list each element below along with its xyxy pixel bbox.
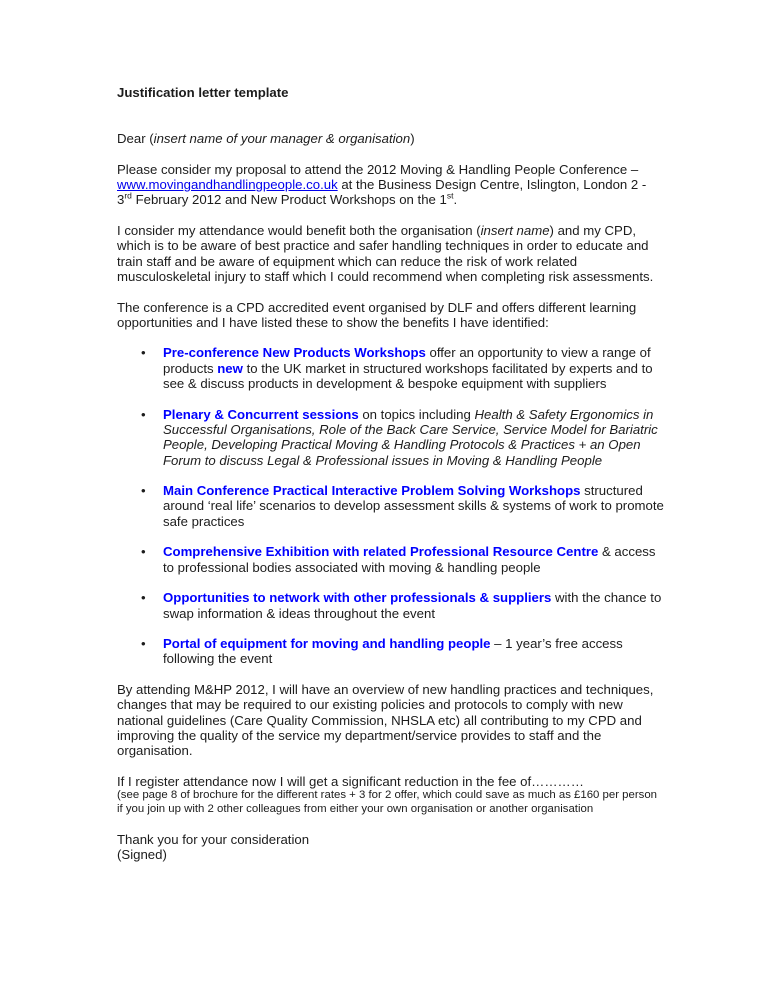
benefit-heading-text: Plenary & Concurrent sessions bbox=[163, 406, 359, 422]
salutation-paragraph bbox=[117, 131, 664, 146]
text-segment: February 2012 and New Product Workshops on the 1 bbox=[131, 192, 447, 208]
conference-url-link[interactable]: www.movingandhandlingpeople.co.uk bbox=[117, 177, 338, 193]
benefit-overview-paragraph bbox=[117, 223, 664, 284]
text-segment: on topics including bbox=[358, 406, 475, 422]
conference-intro-paragraph: The conference is a CPD accredited event organised by DLF and offers different learning opportunities and I have listed these to show the benefits I have identified: bbox=[117, 299, 637, 330]
text-segment: at the Business Design Centre, Islington, London 2 - 3 bbox=[117, 177, 647, 208]
text-segment: ) and my CPD, which is to be aware of best practice and safer handling techniques in order to educate and train staff and be aware of equipment which can reduce the risk of work related musculoskeletal injury to staff which I could recommend when completing risk assessments. bbox=[117, 223, 654, 284]
text-segment: st bbox=[446, 191, 454, 202]
text-segment: rd bbox=[124, 191, 132, 202]
proposal-paragraph bbox=[117, 162, 664, 208]
signed-line: (Signed) bbox=[117, 847, 167, 863]
text-segment: insert name bbox=[480, 223, 550, 239]
benefit-heading-text: Pre-conference New Products Workshops bbox=[163, 345, 426, 361]
letter-title: Justification letter template bbox=[117, 85, 289, 100]
benefit-heading-text: Main Conference Practical Interactive Problem Solving Workshops bbox=[163, 483, 581, 499]
thanks-line: Thank you for your consideration bbox=[117, 831, 310, 847]
benefits-list bbox=[117, 345, 664, 666]
benefit-bullet-item bbox=[117, 345, 664, 391]
text-segment: offer an opportunity to view a range of products bbox=[163, 345, 651, 376]
text-segment: & access to professional bodies associated with moving & handling people bbox=[163, 544, 656, 575]
text-segment: to the UK market in structured workshops facilitated by experts and to see & discuss products in development & bespoke equipment with suppliers bbox=[163, 360, 653, 392]
benefit-bullet-item bbox=[117, 407, 664, 468]
text-segment: I consider my attendance would benefit both the organisation ( bbox=[117, 223, 481, 239]
benefit-bullet-item bbox=[117, 636, 664, 667]
benefit-bullet-item bbox=[117, 483, 664, 529]
fee-line-paragraph: If I register attendance now I will get a significant reduction in the fee of………… bbox=[117, 773, 584, 789]
benefit-bullet-item bbox=[117, 590, 664, 621]
benefit-bullet-item bbox=[117, 544, 664, 575]
text-segment: ) bbox=[410, 131, 415, 147]
fee-smallprint: (see page 8 of brochure for the different rates + 3 for 2 offer, which could save as much as £160 per person if you join up with 2 other colleagues from either your own organisation or another organisation bbox=[117, 789, 658, 815]
text-segment: Dear ( bbox=[117, 131, 154, 147]
letter-body bbox=[117, 85, 664, 862]
text-segment: . bbox=[453, 192, 458, 208]
benefit-heading-text: Opportunities to network with other professionals & suppliers bbox=[163, 590, 552, 606]
text-segment: with the chance to swap information & ideas throughout the event bbox=[163, 590, 662, 621]
benefit-heading-text: Comprehensive Exhibition with related Professional Resource Centre bbox=[163, 544, 599, 560]
text-segment: structured around ‘real life’ scenarios to develop assessment skills & systems of work to promote safe practices bbox=[163, 483, 664, 529]
benefit-heading-text: new bbox=[217, 360, 243, 376]
text-segment: insert name of your manager & organisation bbox=[153, 131, 411, 147]
benefit-heading-text: Portal of equipment for moving and handling people bbox=[163, 636, 491, 652]
text-segment: – 1 year’s free access following the event bbox=[163, 636, 623, 667]
text-segment: Health & Safety Ergonomics in Successful Organisations, Role of the Back Care Service, Service Model for Bariatric People, Developing Practical Moving & Handling Protocols & Practices + an Open Forum to discuss Legal & Professional issues in Moving & Handling People bbox=[163, 406, 658, 468]
text-segment: Please consider my proposal to attend the 2012 Moving & Handling People Conference – bbox=[117, 161, 639, 177]
attending-summary-paragraph: By attending M&HP 2012, I will have an overview of new handling practices and techniques, changes that may be required to our existing policies and protocols to comply with new national guidelines (Care Quality Commission, NHSLA etc) all contributing to my CPD and improving the quality of the service my department/service provides to staff and the organisation. bbox=[117, 681, 654, 759]
